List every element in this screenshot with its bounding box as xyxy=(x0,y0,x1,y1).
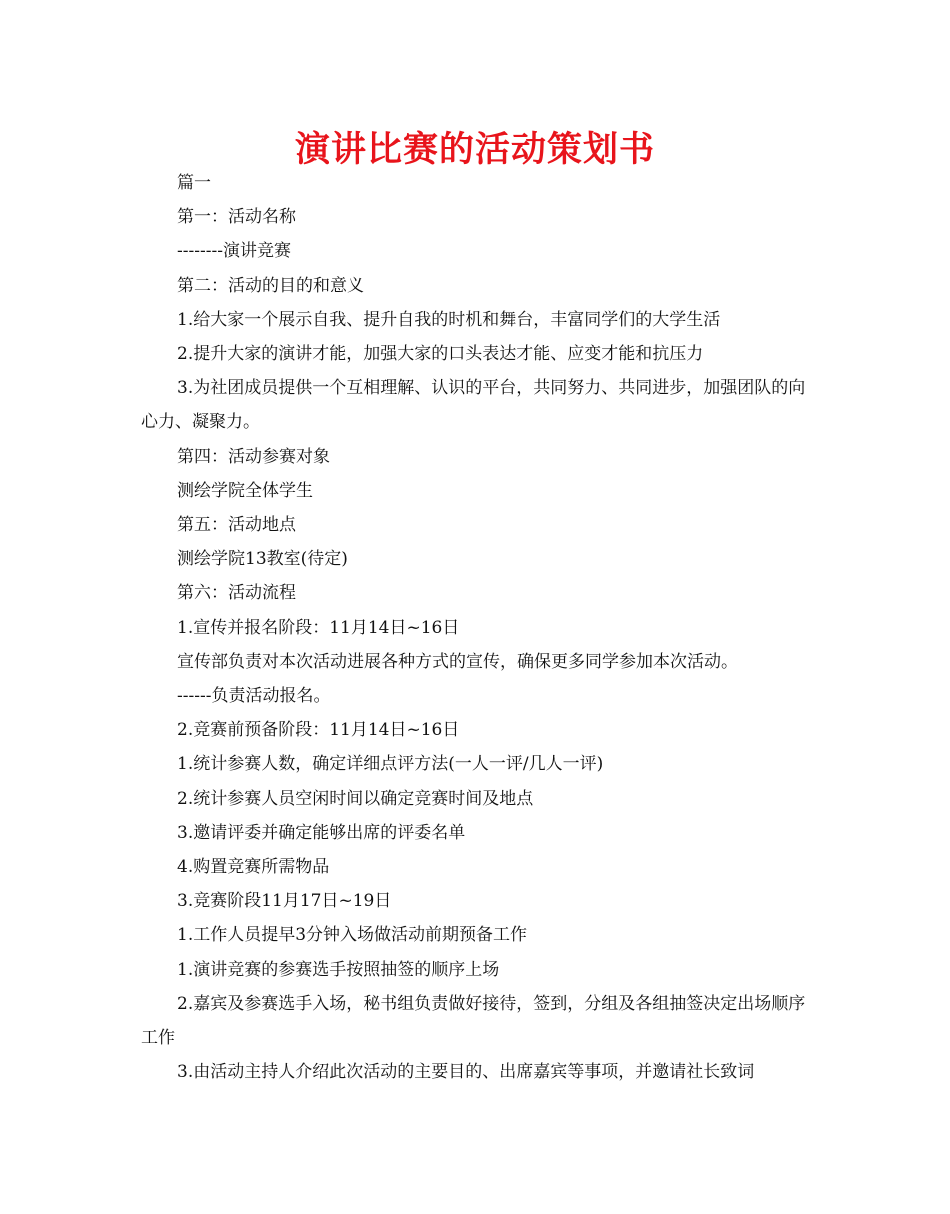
paragraph: 宣传部负责对本次活动进展各种方式的宣传，确保更多同学参加本次活动。 xyxy=(177,651,738,672)
paragraph: ------负责活动报名。 xyxy=(177,686,331,707)
paragraph: 2.嘉宾及参赛选手入场，秘书组负责做好接待，签到，分组及各组抽签决定出场顺序工作 xyxy=(141,993,806,1049)
paragraph: 3.竞赛阶段11月17日~19日 xyxy=(177,891,392,912)
paragraph: 第二：活动的目的和意义 xyxy=(177,275,364,296)
paragraph: 第六：活动流程 xyxy=(177,583,296,604)
paragraph: 测绘学院13教室(待定) xyxy=(177,549,348,570)
paragraph: 第四：活动参赛对象 xyxy=(177,446,330,467)
paragraph: 3.为社团成员提供一个互相理解、认识的平台，共同努力、共同进步，加强团队的向心力、凝聚力。 xyxy=(141,378,806,433)
paragraph: --------演讲竞赛 xyxy=(177,241,291,262)
paragraph: 1.工作人员提早3分钟入场做活动前期预备工作 xyxy=(177,925,528,946)
paragraph: 1.演讲竞赛的参赛选手按照抽签的顺序上场 xyxy=(177,959,500,980)
paragraph: 2.统计参赛人员空闲时间以确定竞赛时间及地点 xyxy=(177,788,534,809)
paragraph: 第五：活动地点 xyxy=(177,515,296,536)
paragraph: 1.统计参赛人数，确定详细点评方法(一人一评/几人一评) xyxy=(177,754,604,775)
paragraph: 2.竞赛前预备阶段：11月14日~16日 xyxy=(177,720,460,741)
paragraph: 第一：活动名称 xyxy=(177,207,296,228)
document-title: 演讲比赛的活动策划书 xyxy=(294,130,655,170)
paragraph: 篇一 xyxy=(177,173,211,193)
paragraph: 2.提升大家的演讲才能，加强大家的口头表达才能、应变才能和抗压力 xyxy=(177,344,704,365)
paragraph: 3.邀请评委并确定能够出席的评委名单 xyxy=(177,822,466,843)
paragraph: 3.由活动主持人介绍此次活动的主要目的、出席嘉宾等事项，并邀请社长致词 xyxy=(177,1062,755,1083)
paragraph: 4.购置竞赛所需物品 xyxy=(177,857,330,878)
paragraph: 测绘学院全体学生 xyxy=(177,480,313,501)
paragraph: 1.给大家一个展示自我、提升自我的时机和舞台，丰富同学们的大学生活 xyxy=(177,309,721,330)
document-body xyxy=(141,166,813,1089)
paragraph: 1.宣传并报名阶段：11月14日~16日 xyxy=(177,617,460,638)
